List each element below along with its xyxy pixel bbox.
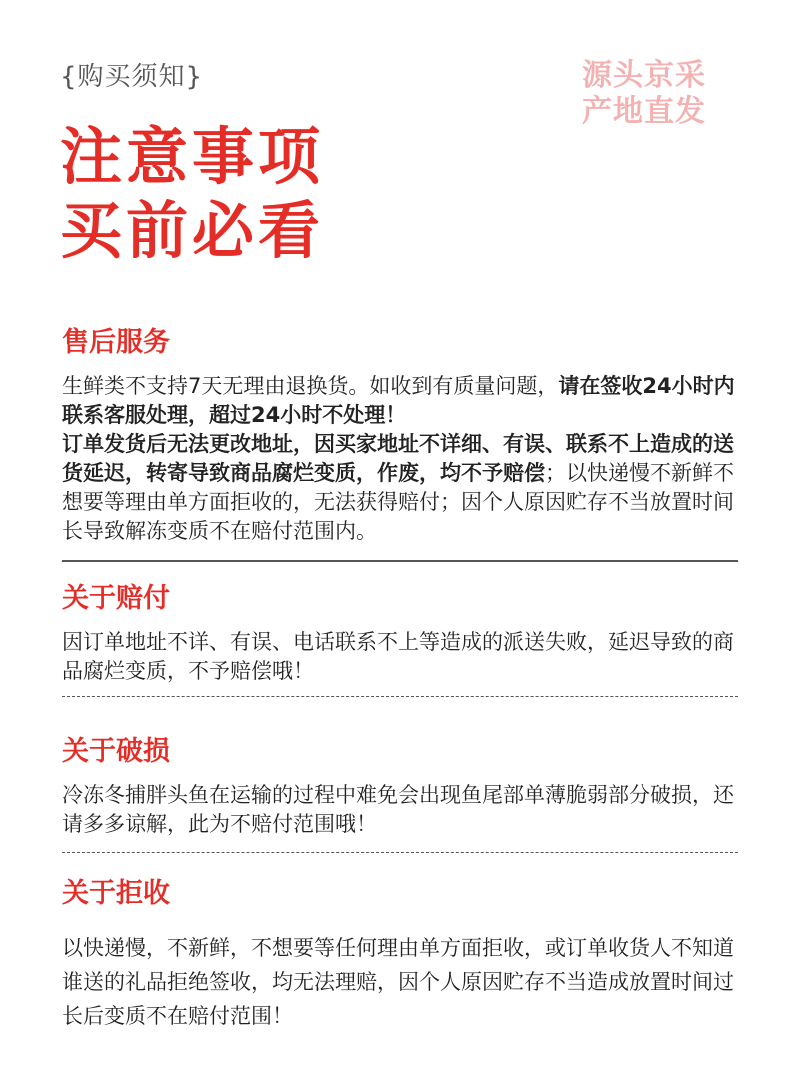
- section-after-sales: [62, 326, 738, 546]
- headline-line-2: 买前必看: [60, 194, 325, 267]
- section-body-damage: 冷冻冬捕胖头鱼在运输的过程中难免会出现鱼尾部单薄脆弱部分破损，还请多多谅解，此为不赔付范围哦！: [62, 783, 734, 836]
- section-body-refusal: 以快递慢，不新鲜，不想要等任何理由单方面拒收，或订单收货人不知道谁送的礼品拒绝签收，均无法理赔，因个人原因贮存不当造成放置时间过长后变质不在赔付范围！: [62, 936, 734, 1028]
- section-title-refusal: 关于拒收: [62, 878, 170, 909]
- section-body-compensation: 因订单地址不详、有误、电话联系不上等造成的派送失败，延迟导致的商品腐烂变质，不予赔偿哦！: [62, 630, 734, 683]
- after-sales-text-3: 订单发货后无法更改地址，因买家地址不详细、有误、联系不上造成的送货延迟，转寄导致商品腐烂变质，作废，均不予赔偿: [62, 432, 734, 485]
- section-compensation: [62, 582, 738, 686]
- section-title-damage: 关于破损: [62, 736, 170, 767]
- section-title-after-sales: 售后服务: [62, 327, 170, 358]
- dashed-divider-2: [62, 852, 738, 853]
- dashed-divider-1: [62, 696, 738, 697]
- brand-line-2: 产地直发: [582, 94, 706, 129]
- purchase-notice-tag: {购买须知}: [60, 62, 204, 92]
- solid-divider: [62, 560, 738, 562]
- brand-stamp: [582, 58, 732, 130]
- headline-line-1: 注意事项: [60, 120, 325, 193]
- brand-line-1: 源头京采: [582, 58, 706, 93]
- section-refusal: [62, 877, 738, 1033]
- after-sales-text-4: ；以快递慢不新鲜不想要等理由单方面拒收的，无法获得赔付；因个人原因贮存不当放置时间长导致解冻变质不在赔付范围内。: [62, 461, 734, 543]
- section-title-compensation: 关于赔付: [62, 583, 170, 614]
- after-sales-text-2: 请在签收24小时内联系客服处理，超过24小时不处理！: [62, 374, 735, 427]
- section-damage: [62, 735, 738, 839]
- after-sales-text-1: 生鲜类不支持7天无理由退换货。如收到有质量问题，: [62, 374, 559, 398]
- section-body-after-sales: [62, 372, 738, 546]
- headline: [60, 120, 324, 268]
